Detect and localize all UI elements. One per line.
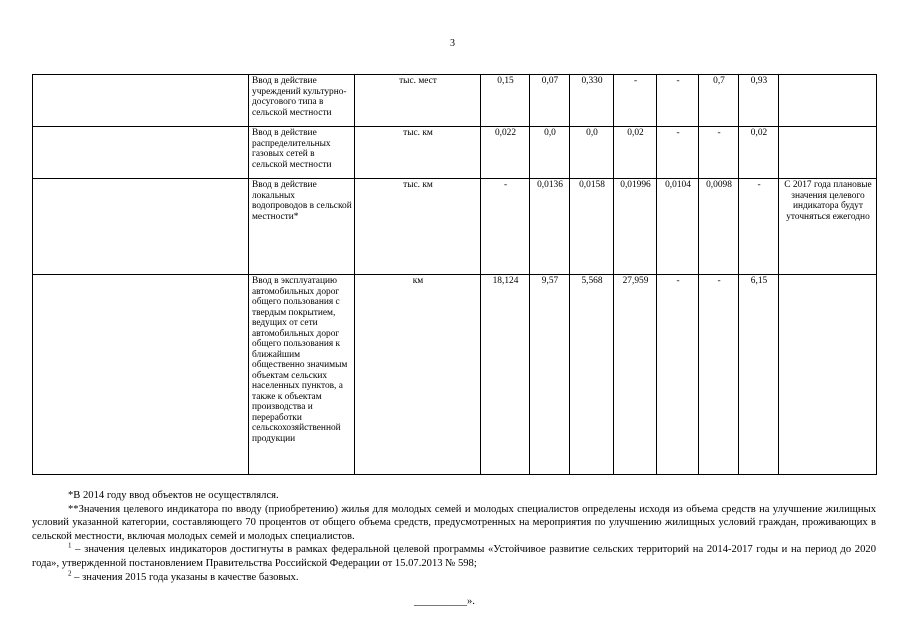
indicators-table [32,74,877,475]
value-cell: 0,15 [481,75,530,127]
footnote-1-mark: 1 [68,541,72,550]
value-cell: 0,02 [739,127,779,179]
unit-cell: тыс. мест [355,75,481,127]
value-cell: 0,0158 [570,179,614,275]
table-row [33,75,877,127]
value-cell: 6,15 [739,275,779,475]
footnote-1-text: – значения целевых индикаторов достигнуты в рамках федеральной целевой программы «Устойчивое развитие сельских территорий на 2014-2017 годы и на период до 2020 года», утвержденной постановлением Правительства Российской Федерации от 15.07.2013 № 598; [32,544,876,569]
value-cell: 0,7 [699,75,739,127]
value-cell: - [657,75,699,127]
footnote-1 [32,543,876,570]
unit-cell: км [355,275,481,475]
value-cell: - [699,127,739,179]
page-number: 3 [450,38,455,49]
value-cell: 0,93 [739,75,779,127]
blank-cell [33,179,249,275]
footnote-2-mark: 2 [68,569,72,578]
value-cell: 0,0098 [699,179,739,275]
value-cell: 0,07 [530,75,570,127]
value-cell: - [481,179,530,275]
value-cell: 0,330 [570,75,614,127]
value-cell: 0,0 [530,127,570,179]
value-cell: - [614,75,657,127]
value-cell: 0,0136 [530,179,570,275]
table-row [33,275,877,475]
value-cell: 0,02 [614,127,657,179]
value-cell: - [699,275,739,475]
footnote-double-asterisk: **Значения целевого индикатора по вводу (приобретению) жилья для молодых семей и молодых специалистов определены исходя из объема средств на улучшение жилищных условий указанной категории, составляющего 70 процентов от общего объема средств, предусмотренных на мероприятия по улучшению жилищных условий граждан, проживающих в сельской местности, включая молодых семей и молодых специалистов. [32,503,876,542]
value-cell: 5,568 [570,275,614,475]
value-cell: 0,01996 [614,179,657,275]
footnote-2 [32,571,876,585]
indicator-name-cell: Ввод в действие учреждений культурно-досугового типа в сельской местности [249,75,355,127]
blank-cell [33,75,249,127]
value-cell: 18,124 [481,275,530,475]
table-row [33,179,877,275]
value-cell: 0,0104 [657,179,699,275]
note-cell [779,127,877,179]
value-cell: - [657,127,699,179]
value-cell: 0,0 [570,127,614,179]
indicator-name-cell: Ввод в действие распределительных газовых сетей в сельской местности [249,127,355,179]
value-cell: 0,022 [481,127,530,179]
value-cell: - [739,179,779,275]
note-cell [779,75,877,127]
closing-mark: __________». [414,596,475,607]
blank-cell [33,127,249,179]
note-cell: С 2017 года плановые значения целевого индикатора будут уточняться ежегодно [779,179,877,275]
footnotes [32,489,876,584]
footnote-single-asterisk: *В 2014 году ввод объектов не осуществлялся. [68,490,279,501]
unit-cell: тыс. км [355,127,481,179]
table-row [33,127,877,179]
value-cell: 27,959 [614,275,657,475]
blank-cell [33,275,249,475]
unit-cell: тыс. км [355,179,481,275]
indicator-name-cell: Ввод в эксплуатацию автомобильных дорог общего пользования с твердым покрытием, ведущих от сети автомобильных дорог общего пользования к ближайшим общественно значимым объектам сельских населенных пунктов, а также к объектам производства и переработки сельскохозяйственной продукции [249,275,355,475]
footnote-2-text: – значения 2015 года указаны в качестве базовых. [71,571,299,583]
indicator-name-cell: Ввод в действие локальных водопроводов в сельской местности* [249,179,355,275]
note-cell [779,275,877,475]
value-cell: 9,57 [530,275,570,475]
value-cell: - [657,275,699,475]
